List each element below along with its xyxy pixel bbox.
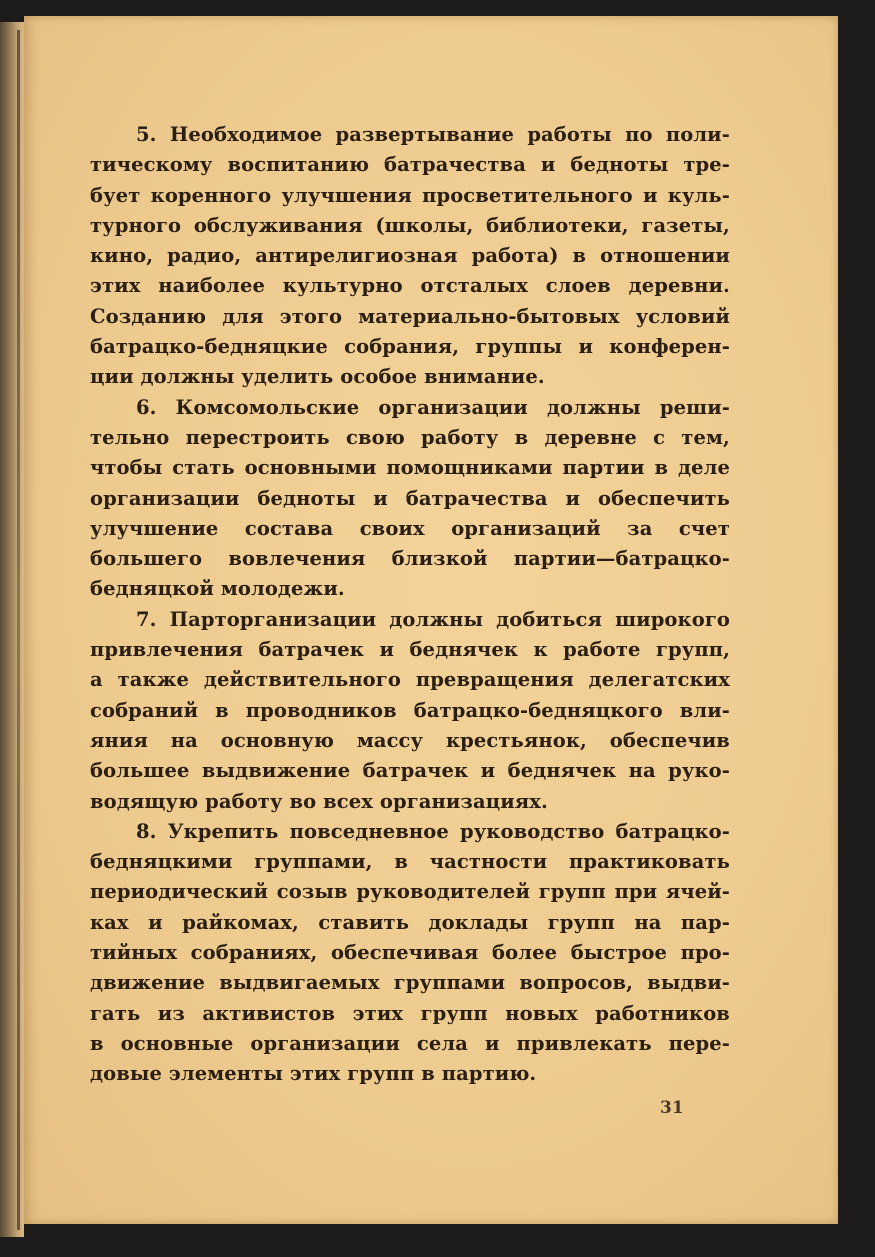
text-line: собраний в проводников батрацко-бедняцкого вли- xyxy=(90,698,730,722)
text-line: ции должны уделить особое внимание. xyxy=(90,365,545,389)
text-line: гать из активистов этих групп новых работников xyxy=(90,1001,730,1025)
previous-page-edge xyxy=(0,22,24,1237)
text-line: а также действительного превращения делегатских xyxy=(90,668,730,692)
text-line: 8. Укрепить повседневное руководство батрацко- xyxy=(136,819,730,843)
text-line: яния на основную массу крестьянок, обеспечив xyxy=(90,728,730,752)
text-line: в основные организации села и привлекать пере- xyxy=(90,1031,730,1055)
text-line: движение выдвигаемых группами вопросов, выдви- xyxy=(90,971,730,995)
text-line: 7. Парторганизации должны добиться широкого xyxy=(136,607,730,631)
text-line: чтобы стать основными помощниками партии в деле xyxy=(90,456,730,480)
text-line: кино, радио, антирелигиозная работа) в отношении xyxy=(90,244,730,268)
text-line: организации бедноты и батрачества и обеспечить xyxy=(90,486,730,510)
book-spine xyxy=(17,30,20,1230)
text-line: улучшение состава своих организаций за счет xyxy=(90,516,730,540)
text-line: 6. Комсомольские организации должны реши- xyxy=(136,395,730,419)
text-line: привлечения батрачек и беднячек к работе групп, xyxy=(90,638,730,662)
text-line: периодический созыв руководителей групп при ячей- xyxy=(90,880,730,904)
text-line: довые элементы этих групп в партию. xyxy=(90,1062,537,1086)
page xyxy=(24,16,838,1224)
text-line: большее выдвижение батрачек и беднячек на руко- xyxy=(90,759,730,783)
text-line: этих наиболее культурно отсталых слоев деревни. xyxy=(90,274,730,298)
text-line: ках и райкомах, ставить доклады групп на пар- xyxy=(90,910,730,934)
text-line: бедняцкой молодежи. xyxy=(90,577,345,601)
text-line: бует коренного улучшения просветительного и куль- xyxy=(90,183,730,207)
text-line: тельно перестроить свою работу в деревне с тем, xyxy=(90,425,730,449)
page-number: 31 xyxy=(660,1098,684,1118)
text-line: 5. Необходимое развертывание работы по поли- xyxy=(136,123,730,146)
text-line: батрацко-бедняцкие собрания, группы и конферен- xyxy=(90,335,730,359)
text-line: турного обслуживания (школы, библиотеки, газеты, xyxy=(90,213,730,237)
text-line: Созданию для этого материально-бытовых условий xyxy=(90,304,730,328)
text-line: тическому воспитанию батрачества и бедноты тре- xyxy=(90,153,730,177)
text-line: бедняцкими группами, в частности практиковать xyxy=(90,850,730,874)
text-line: водящую работу во всех организациях. xyxy=(90,789,548,813)
text-line: тийных собраниях, обеспечивая более быстрое про- xyxy=(90,941,730,965)
text-line: большего вовлечения близкой партии—батрацко- xyxy=(90,547,730,571)
body-text xyxy=(90,120,730,1090)
